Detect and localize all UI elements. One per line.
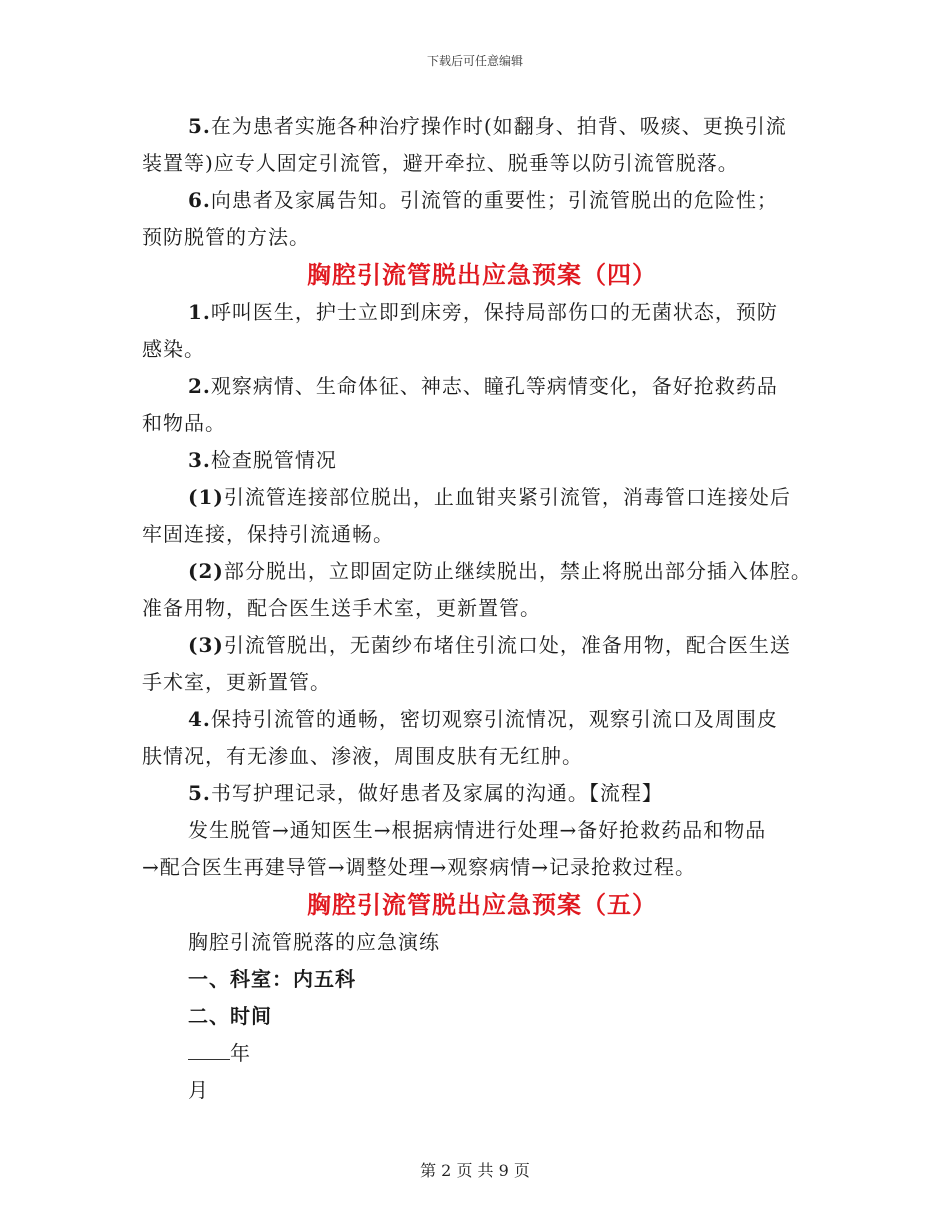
paragraph-line (142, 775, 822, 812)
item-number: (2) (188, 559, 224, 583)
section-title: 胸腔引流管脱出应急预案（五） (307, 890, 657, 919)
paragraph-text: 书写护理记录，做好患者及家属的沟通。【流程】 (210, 781, 663, 805)
fill-in-blank (188, 1039, 230, 1060)
paragraph-line (142, 738, 822, 775)
paragraph-line (142, 108, 822, 145)
paragraph-text: →配合医生再建导管→调整处理→观察病情→记录抢救过程。 (142, 855, 697, 879)
paragraph-text: 引流管连接部位脱出，止血钳夹紧引流管，消毒管口连接处后 (223, 485, 791, 509)
paragraph-line (142, 331, 822, 368)
paragraph-line (142, 516, 822, 553)
paragraph-text: 准备用物，配合医生送手术室，更新置管。 (142, 596, 541, 620)
item-number: 6. (188, 188, 211, 212)
paragraph-line (142, 590, 822, 627)
paragraph-text: 感染。 (142, 337, 205, 361)
blank-line (142, 1035, 822, 1072)
paragraph-text: 月 (188, 1078, 209, 1102)
item-number: 3. (188, 448, 211, 472)
paragraph-text: 观察病情、生命体征、神志、瞳孔等病情变化，备好抢救药品 (210, 374, 778, 398)
paragraph-line (142, 479, 822, 516)
section-heading: 一、科室：内五科 (188, 967, 356, 991)
paragraph-line (142, 145, 822, 182)
header-note: 下载后可任意编辑 (426, 54, 523, 68)
paragraph-line (142, 849, 822, 886)
item-number: 2. (188, 374, 211, 398)
item-number: (1) (188, 485, 224, 509)
paragraph-text: 胸腔引流管脱落的应急演练 (188, 930, 440, 954)
paragraph-text: 向患者及家属告知。引流管的重要性；引流管脱出的危险性； (210, 188, 778, 212)
item-number: 5. (188, 114, 211, 138)
item-number: 1. (188, 300, 211, 324)
paragraph-line (142, 219, 822, 256)
paragraph-text: 检查脱管情况 (210, 448, 337, 472)
paragraph-text: 牢固连接，保持引流通畅。 (142, 522, 394, 546)
paragraph-line (142, 701, 822, 738)
section-heading: 二、时间 (188, 1004, 272, 1028)
item-number: 5. (188, 781, 211, 805)
item-number: (3) (188, 633, 224, 657)
paragraph-line (142, 553, 822, 590)
paragraph-line (142, 812, 822, 849)
paragraph-line (142, 442, 822, 479)
paragraph-line (142, 627, 822, 664)
section-title: 胸腔引流管脱出应急预案（四） (307, 260, 657, 289)
paragraph-text: 和物品。 (142, 411, 226, 435)
paragraph-text: 装置等)应专人固定引流管，避开牵拉、脱垂等以防引流管脱落。 (142, 151, 739, 175)
page-number: 第 2 页 共 9 页 (420, 1161, 530, 1180)
paragraph-text: 引流管脱出，无菌纱布堵住引流口处，准备用物，配合医生送 (223, 633, 791, 657)
paragraph-line (142, 405, 822, 442)
paragraph-line (142, 182, 822, 219)
paragraph-text: 呼叫医生，护士立即到床旁，保持局部伤口的无菌状态，预防 (210, 300, 778, 324)
paragraph-text: 手术室，更新置管。 (142, 670, 331, 694)
paragraph-line (142, 294, 822, 331)
paragraph-text: 肤情况，有无渗血、渗液，周围皮肤有无红肿。 (142, 744, 583, 768)
item-number: 4. (188, 707, 211, 731)
paragraph-line (142, 664, 822, 701)
paragraph-text: 发生脱管→通知医生→根据病情进行处理→备好抢救药品和物品 (188, 818, 767, 842)
paragraph-line (142, 1072, 822, 1109)
paragraph-text: 部分脱出，立即固定防止继续脱出，禁止将脱出部分插入体腔。 (223, 559, 812, 583)
blank-label: 年 (230, 1041, 251, 1065)
paragraph-text: 预防脱管的方法。 (142, 225, 310, 249)
document-body (142, 108, 822, 1109)
paragraph-text: 保持引流管的通畅，密切观察引流情况，观察引流口及周围皮 (210, 707, 778, 731)
paragraph-line (142, 924, 822, 961)
paragraph-text: 在为患者实施各种治疗操作时(如翻身、拍背、吸痰、更换引流 (210, 114, 787, 138)
paragraph-line (142, 368, 822, 405)
